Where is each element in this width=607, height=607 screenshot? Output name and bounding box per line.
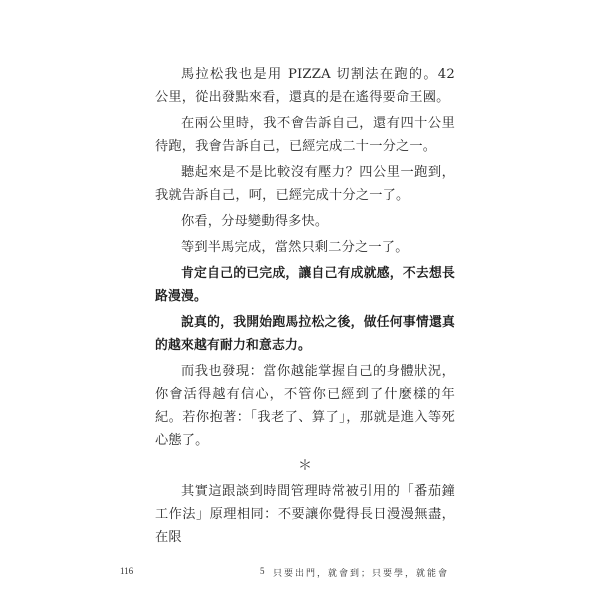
chapter-number: 5	[260, 566, 265, 576]
paragraph-7-bold: 說真的，我開始跑馬拉松之後，做任何事情還真的越來越有耐力和意志力。	[155, 315, 455, 353]
page-footer	[120, 566, 449, 582]
paragraph-6-bold: 肯定自己的已完成，讓自己有成就感，不去想長路漫漫。	[155, 266, 455, 304]
paragraph-4: 你看，分母變動得多快。	[181, 214, 329, 229]
section-separator-asterisk: ＊	[298, 458, 312, 474]
paragraph-2: 在兩公里時，我不會告訴自己，還有四十公里待跑，我會告訴自己，已經完成二十一分之一。	[155, 116, 455, 154]
body-text	[155, 63, 455, 552]
paragraph-8: 而我也發現：當你越能掌握自己的身體狀況，你會活得越有信心，不管你已經到了什麼樣的年紀。若你抱著：「我老了、算了」，那就是進入等死心態了。	[155, 364, 455, 448]
paragraph-3: 聽起來是不是比較沒有壓力？四公里一跑到，我就告訴自己，呵，已經完成十分之一了。	[155, 165, 455, 203]
paragraph-9: 其實這跟談到時間管理時常被引用的「番茄鐘工作法」原理相同：不要讓你覺得長日漫漫無盡，在限	[155, 484, 455, 545]
chapter-title: 只要出門，就會到；只要學，就能會	[272, 569, 449, 579]
page-number: 116	[120, 566, 134, 576]
paragraph-5: 等到半馬完成，當然只剩二分之一了。	[181, 240, 409, 255]
paragraph-1: 馬拉松我也是用 PIZZA 切割法在跑的。42 公里，從出發點來看，還真的是在遙得要命王國。	[155, 67, 455, 105]
